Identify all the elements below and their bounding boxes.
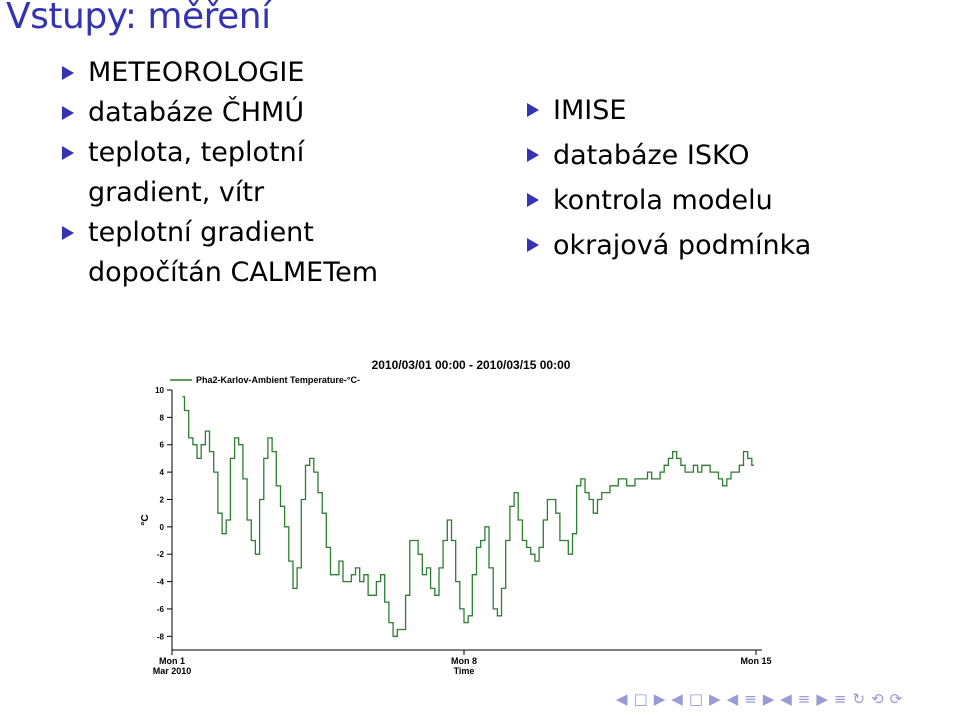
nav-control-icon[interactable]: ◀ xyxy=(616,690,628,708)
bullet-item: databáze ČHMÚ xyxy=(58,93,458,133)
y-tick-label: -8 xyxy=(156,632,164,642)
nav-control-icon[interactable]: ▶ xyxy=(653,690,666,708)
bullet-triangle-icon xyxy=(62,66,74,80)
nav-control-icon[interactable]: ◀ xyxy=(780,690,792,708)
x-ticks xyxy=(153,650,772,676)
y-tick-label: 6 xyxy=(159,440,164,450)
nav-control-icon[interactable]: □ xyxy=(688,690,704,708)
slide-title: Vstupy: měření xyxy=(6,0,271,37)
bullet-triangle-icon xyxy=(527,103,539,117)
left-bullet-list xyxy=(58,53,458,293)
bullet-item: METEOROLOGIE xyxy=(58,53,458,93)
y-tick-label: -4 xyxy=(156,577,164,587)
x-tick-label: Mon 15 xyxy=(740,656,772,666)
bullet-triangle-icon xyxy=(527,193,539,207)
y-tick-label: 10 xyxy=(155,386,164,395)
chart-title: 2010/03/01 00:00 - 2010/03/15 00:00 xyxy=(371,358,571,372)
bullet-item: databáze ISKO xyxy=(523,133,943,178)
chart-axes xyxy=(172,390,762,650)
nav-control-icon[interactable]: ▶ xyxy=(816,690,828,708)
bullet-item: teplota, teplotní gradient, vítr xyxy=(58,133,458,213)
y-tick-label: 8 xyxy=(159,413,164,423)
bullet-item: teplotní gradient dopočítán CALMETem xyxy=(58,213,458,293)
nav-control-icon[interactable]: ⟲ xyxy=(871,690,884,708)
nav-control-icon[interactable]: ◀ xyxy=(671,690,683,708)
bullet-triangle-icon xyxy=(62,106,74,120)
nav-control-icon[interactable]: ≡ xyxy=(833,690,847,708)
nav-control-icon[interactable]: ▶ xyxy=(762,690,775,708)
bullet-triangle-icon xyxy=(527,148,539,162)
x-tick-sublabel: Time xyxy=(453,666,475,676)
nav-control-icon[interactable]: ⟳ xyxy=(889,690,903,708)
bullet-item: kontrola modelu xyxy=(523,178,943,223)
temperature-chart xyxy=(130,352,790,682)
chart-svg xyxy=(130,352,790,682)
nav-control-icon[interactable]: □ xyxy=(633,690,648,708)
y-tick-label: -2 xyxy=(156,550,164,560)
nav-control-icon[interactable]: ▶ xyxy=(709,690,721,708)
y-ticks xyxy=(155,386,172,641)
nav-control-icon[interactable]: ↻ xyxy=(852,690,866,708)
bullet-triangle-icon xyxy=(62,226,74,240)
right-bullet-list xyxy=(523,88,943,268)
y-axis-label: °C xyxy=(140,514,151,526)
beamer-navigation xyxy=(616,690,902,708)
y-tick-label: 4 xyxy=(159,468,164,478)
x-tick-label: Mon 1 xyxy=(159,656,185,666)
bullet-triangle-icon xyxy=(527,238,539,252)
y-tick-label: 2 xyxy=(159,495,164,505)
nav-control-icon[interactable]: ≡ xyxy=(744,690,757,708)
bullet-item: IMISE xyxy=(523,88,943,133)
legend-label: Pha2-Karlov-Ambient Temperature-°C- xyxy=(196,375,360,385)
nav-control-icon[interactable]: ◀ xyxy=(726,690,739,708)
nav-control-icon[interactable]: ≡ xyxy=(797,690,811,708)
x-tick-sublabel: Mar 2010 xyxy=(152,666,192,676)
y-tick-label: -6 xyxy=(156,604,164,614)
y-tick-label: 0 xyxy=(159,522,164,532)
series-line xyxy=(182,397,754,637)
x-tick-label: Mon 8 xyxy=(451,656,477,666)
bullet-triangle-icon xyxy=(62,146,74,160)
bullet-item: okrajová podmínka xyxy=(523,223,943,268)
